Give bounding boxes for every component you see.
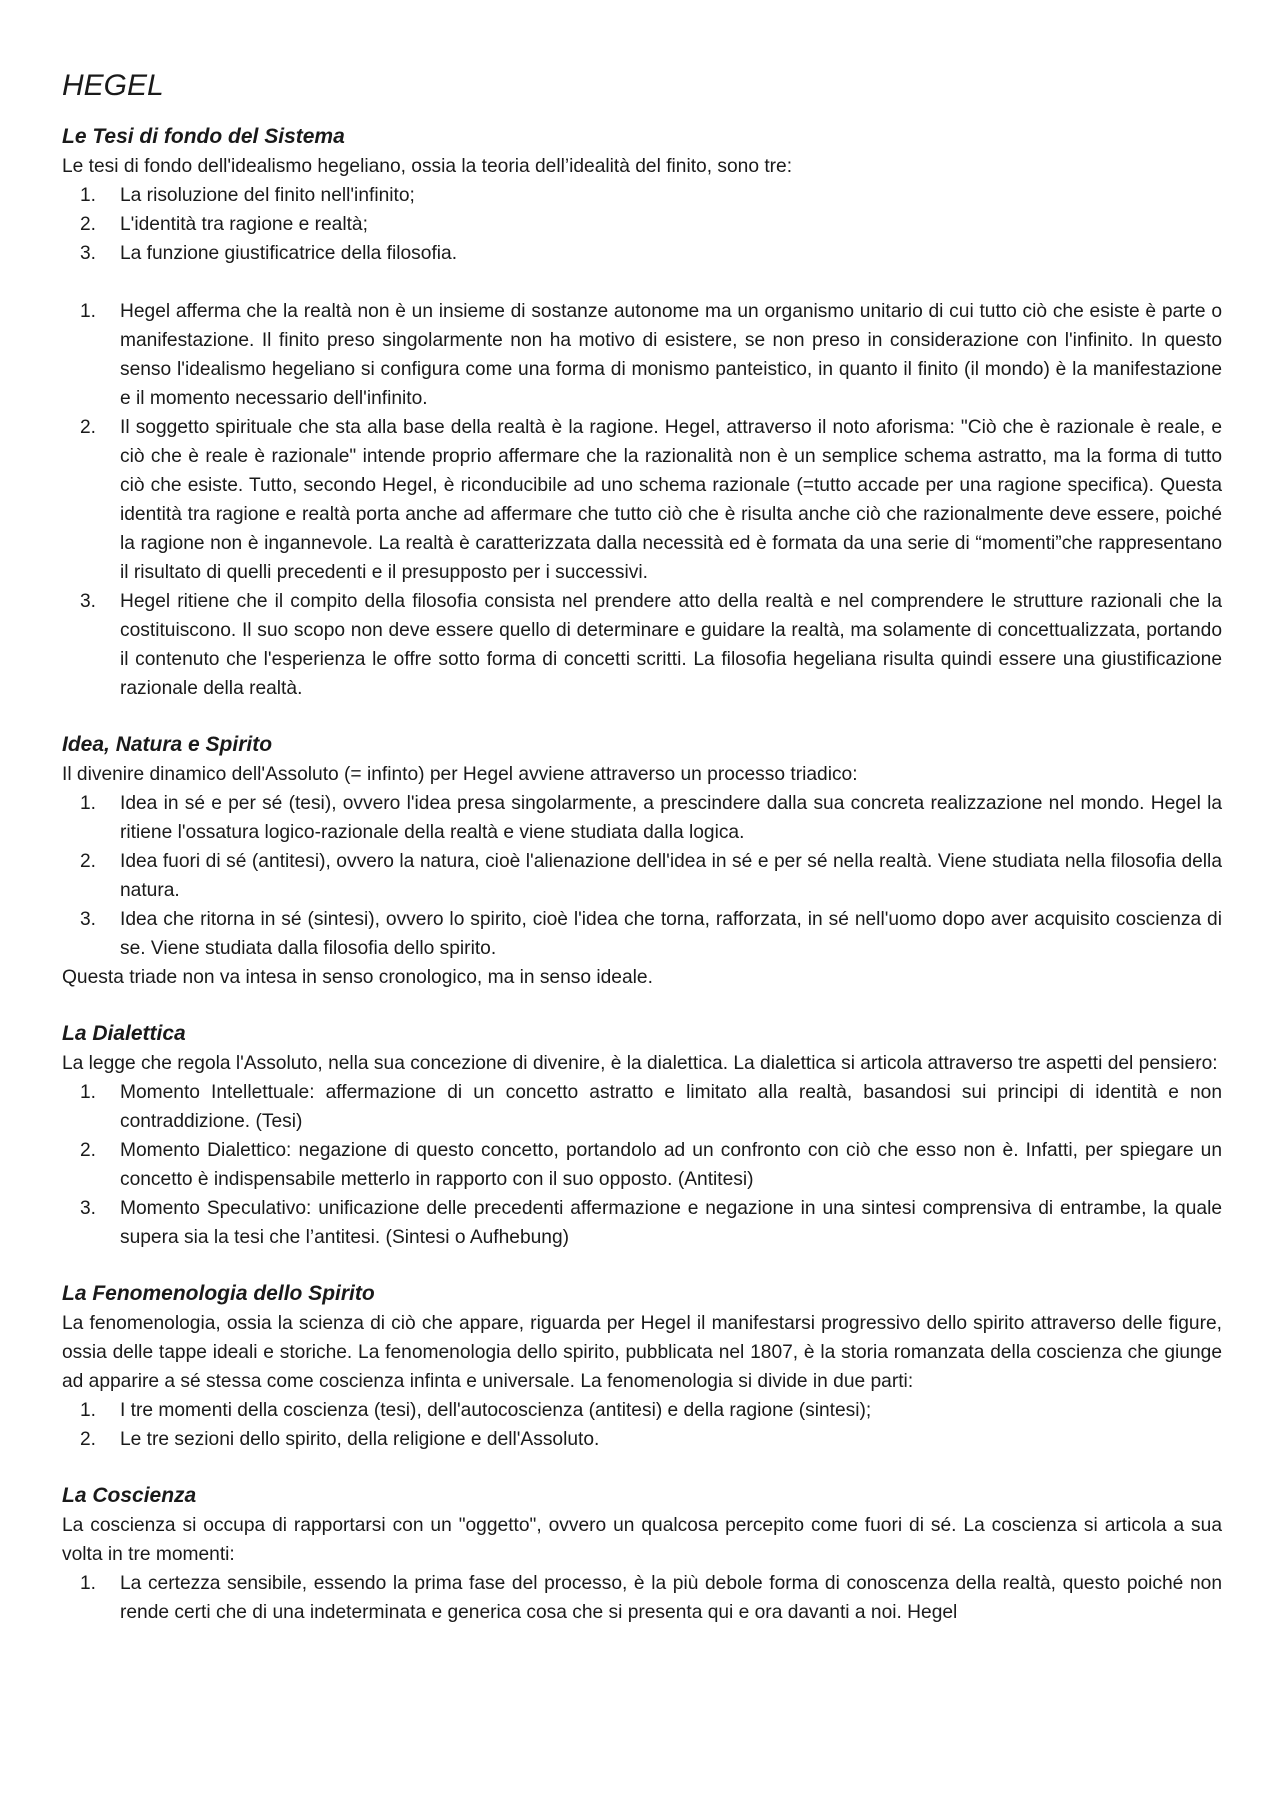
section-idea-natura-spirito xyxy=(62,730,1222,992)
list-number: 1. xyxy=(80,1400,97,1421)
list-item: 1. I tre momenti della coscienza (tesi), dell'autocoscienza (antitesi) e della ragione (sintesi); xyxy=(62,1396,1222,1425)
list-number: 3. xyxy=(80,591,97,612)
list-number: 2. xyxy=(80,1140,97,1161)
section-heading: La Fenomenologia dello Spirito xyxy=(62,1282,375,1305)
list-item: 3. La funzione giustificatrice della filosofia. xyxy=(62,239,1222,268)
section-intro: La fenomenologia, ossia la scienza di ciò che appare, riguarda per Hegel il manifestarsi progressivo dello spirito attraverso delle figure, ossia delle tappe ideali e storiche. La fenomenologia dello spirito, pubblicata nel 1807, è la storia romanzata della coscienza che giunge ad apparire a sé stessa come coscienza infinta e universale. La fenomenologia si divide in due parti: xyxy=(62,1313,1222,1392)
list-number: 2. xyxy=(80,851,97,872)
list-item: 1. Momento Intellettuale: affermazione di un concetto astratto e limitato alla realtà, basandosi sui principi di identità e non contraddizione. (Tesi) xyxy=(62,1078,1222,1136)
section-heading: La Coscienza xyxy=(62,1484,197,1507)
coscienza-list xyxy=(62,1569,1222,1627)
list-number: 1. xyxy=(80,1573,97,1594)
section-heading: Le Tesi di fondo del Sistema xyxy=(62,125,345,148)
section-outro: Questa triade non va intesa in senso cronologico, ma in senso ideale. xyxy=(62,967,653,988)
list-number: 1. xyxy=(80,793,97,814)
list-item: 3. Momento Speculativo: unificazione delle precedenti affermazione e negazione in una sintesi comprensiva di entrambe, la quale supera sia la tesi che l’antitesi. (Sintesi o Aufhebung) xyxy=(62,1194,1222,1252)
list-item: 2. L'identità tra ragione e realtà; xyxy=(62,210,1222,239)
section-dialettica xyxy=(62,1019,1222,1252)
section-heading: Idea, Natura e Spirito xyxy=(62,733,273,756)
list-number: 2. xyxy=(80,214,97,235)
section-intro: Il divenire dinamico dell'Assoluto (= infinto) per Hegel avviene attraverso un processo triadico: xyxy=(62,764,858,785)
list-item: 1. Idea in sé e per sé (tesi), ovvero l'idea presa singolarmente, a prescindere dalla sua concreta realizzazione nel mondo. Hegel la ritiene l'ossatura logico-razionale della realtà e viene studiata dalla logica. xyxy=(62,789,1222,847)
list-item: 2. Le tre sezioni dello spirito, della religione e dell'Assoluto. xyxy=(62,1425,1222,1454)
list-item: 2. Il soggetto spirituale che sta alla base della realtà è la ragione. Hegel, attraverso il noto aforisma: "Ciò che è razionale è reale, e ciò che è reale è razionale" intende proprio affermare che la razionalità non è un semplice schema astratto, ma la forma di tutto ciò che esiste. Tutto, secondo Hegel, è riconducibile ad uno schema razionale (=tutto accade per una ragione specifica). Questa identità tra ragione e realtà porta anche ad affermare che tutto ciò che è risulta anche ciò che razionalmente deve essere, poiché la ragione non è ingannevole. La realtà è caratterizzata dalla necessità ed è formata da una serie di “momenti”che rappresentano il risultato di quelli precedenti e il presupposto per i successivi. xyxy=(62,413,1222,587)
list-item: 1. La certezza sensibile, essendo la prima fase del processo, è la più debole forma di conoscenza della realtà, questo poiché non rende certi che di una indeterminata e generica cosa che si presenta qui e ora davanti a noi. Hegel xyxy=(62,1569,1222,1627)
section-intro: Le tesi di fondo dell'idealismo hegeliano, ossia la teoria dell’idealità del finito, sono tre: xyxy=(62,156,793,177)
section-tesi xyxy=(62,122,1222,703)
list-number: 1. xyxy=(80,1082,97,1103)
section-intro: La legge che regola l'Assoluto, nella sua concezione di divenire, è la dialettica. La dialettica si articola attraverso tre aspetti del pensiero: xyxy=(62,1053,1218,1074)
document-title: HEGEL xyxy=(62,69,164,102)
list-item: 3. Idea che ritorna in sé (sintesi), ovvero lo spirito, cioè l'idea che torna, rafforzata, in sé nell'uomo dopo aver acquisito coscienza di se. Viene studiata dalla filosofia dello spirito. xyxy=(62,905,1222,963)
list-number: 2. xyxy=(80,417,97,438)
tesi-detail-list xyxy=(62,297,1222,703)
list-item: 2. Momento Dialettico: negazione di questo concetto, portandolo ad un confronto con ciò che esso non è. Infatti, per spiegare un concetto è indispensabile metterlo in rapporto con il suo opposto. (Antitesi) xyxy=(62,1136,1222,1194)
triade-list xyxy=(62,789,1222,963)
list-item: 3. Hegel ritiene che il compito della filosofia consista nel prendere atto della realtà e nel comprendere le strutture razionali che la costituiscono. Il suo scopo non deve essere quello di determinare e guidare la realtà, ma solamente di concettualizzata, portando il contenuto che l'esperienza le offre sotto forma di concetti scritti. La filosofia hegeliana risulta quindi essere una giustificazione razionale della realtà. xyxy=(62,587,1222,703)
list-number: 3. xyxy=(80,243,97,264)
list-item: 2. Idea fuori di sé (antitesi), ovvero la natura, cioè l'alienazione dell'idea in sé e per sé nella realtà. Viene studiata nella filosofia della natura. xyxy=(62,847,1222,905)
list-item: 1. La risoluzione del finito nell'infinito; xyxy=(62,181,1222,210)
section-heading: La Dialettica xyxy=(62,1022,186,1045)
list-item: 1. Hegel afferma che la realtà non è un insieme di sostanze autonome ma un organismo unitario di cui tutto ciò che esiste è parte o manifestazione. Il finito preso singolarmente non ha motivo di esistere, se non preso in considerazione con l'infinito. In questo senso l'idealismo hegeliano si configura come una forma di monismo panteistico, in quanto il finito (il mondo) è la manifestazione e il momento necessario dell'infinito. xyxy=(62,297,1222,413)
tesi-summary-list xyxy=(62,181,1222,268)
list-number: 1. xyxy=(80,301,97,322)
momenti-list xyxy=(62,1078,1222,1252)
list-number: 1. xyxy=(80,185,97,206)
section-intro: La coscienza si occupa di rapportarsi con un "oggetto", ovvero un qualcosa percepito come fuori di sé. La coscienza si articola a sua volta in tre momenti: xyxy=(62,1515,1222,1565)
list-number: 3. xyxy=(80,909,97,930)
section-fenomenologia xyxy=(62,1279,1222,1454)
section-coscienza xyxy=(62,1481,1222,1627)
list-number: 3. xyxy=(80,1198,97,1219)
list-number: 2. xyxy=(80,1429,97,1450)
document-page xyxy=(62,58,1222,1654)
parti-list xyxy=(62,1396,1222,1454)
